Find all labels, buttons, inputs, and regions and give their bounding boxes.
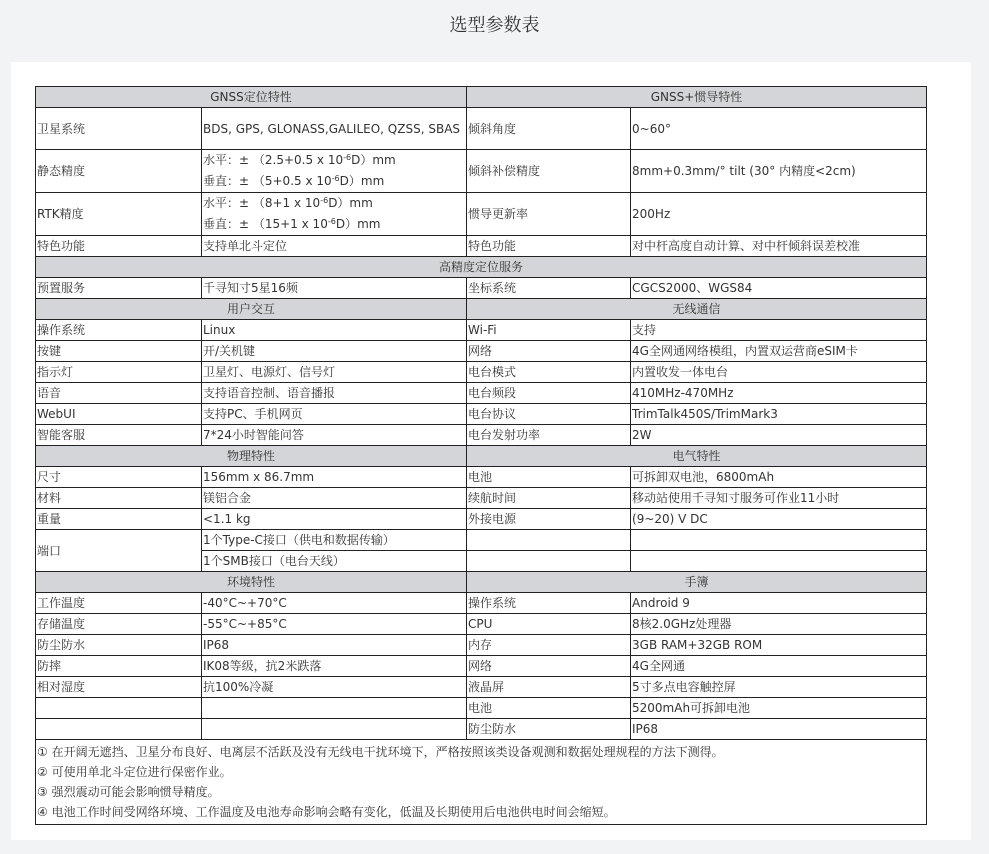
- row-value: 开/关机键: [202, 341, 467, 362]
- row-value: Linux: [202, 320, 467, 341]
- footnote-2: ② 可使用单北斗定位进行保密作业。: [37, 765, 232, 779]
- row-label: 外接电源: [467, 509, 631, 530]
- row-label: Wi-Fi: [467, 320, 631, 341]
- row-value: 抗100%冷凝: [202, 677, 467, 698]
- spec-card: [11, 62, 971, 840]
- row-label: 液晶屏: [467, 677, 631, 698]
- row-label: 重量: [36, 509, 202, 530]
- row-value: 内置收发一体电台: [631, 362, 927, 383]
- row-label: 指示灯: [36, 362, 202, 383]
- section-header-ui: 用户交互: [36, 299, 467, 320]
- row-label: RTK精度: [36, 193, 202, 236]
- row-label: 预置服务: [36, 278, 202, 299]
- row-value: 2W: [631, 425, 927, 446]
- spec-table: [35, 86, 927, 825]
- row-label: 网络: [467, 341, 631, 362]
- row-value: 卫星灯、电源灯、信号灯: [202, 362, 467, 383]
- row-label: 端口: [36, 530, 202, 572]
- section-header-physical: 物理特性: [36, 446, 467, 467]
- row-label: 智能客服: [36, 425, 202, 446]
- row-value: 3GB RAM+32GB ROM: [631, 635, 927, 656]
- row-label: 特色功能: [36, 236, 202, 257]
- row-value: IP68: [631, 719, 927, 740]
- row-label: 电台频段: [467, 383, 631, 404]
- row-value: IP68: [202, 635, 467, 656]
- section-header-hp: 高精度定位服务: [36, 257, 927, 278]
- footnote-3: ③ 强烈震动可能会影响惯导精度。: [37, 785, 220, 799]
- row-label: 续航时间: [467, 488, 631, 509]
- row-label: 操作系统: [467, 593, 631, 614]
- row-value: 可拆卸双电池，6800mAh: [631, 467, 927, 488]
- row-label: 防摔: [36, 656, 202, 677]
- row-value: 4G全网通网络模组，内置双运营商eSIM卡: [631, 341, 927, 362]
- footnote-4: ④ 电池工作时间受网络环境、工作温度及电池寿命影响会略有变化，低温及长期使用后电池供电时间会缩短。: [37, 805, 616, 819]
- page-title: 选型参数表: [449, 15, 540, 36]
- row-value: Android 9: [631, 593, 927, 614]
- row-value: 156mm x 86.7mm: [202, 467, 467, 488]
- row-value: 8核2.0GHz处理器: [631, 614, 927, 635]
- row-label: 电台协议: [467, 404, 631, 425]
- row-label: 材料: [36, 488, 202, 509]
- row-label: 电池: [467, 467, 631, 488]
- row-label: 电池: [467, 698, 631, 719]
- static-accuracy-value: 水平：± （2.5+0.5 x $10^{-6}D)mm$ 垂直：± （5+0.5 x $10^{-6}D)mm$: [202, 150, 467, 193]
- row-label: 网络: [467, 656, 631, 677]
- empty-cell: [467, 551, 631, 572]
- empty-cell: [467, 530, 631, 551]
- row-value: 镁铝合金: [202, 488, 467, 509]
- row-label: 防尘防水: [467, 719, 631, 740]
- row-label: 工作温度: [36, 593, 202, 614]
- section-header-env: 环境特性: [36, 572, 467, 593]
- row-value: 支持PC、手机网页: [202, 404, 467, 425]
- row-label: 倾斜角度: [467, 108, 631, 150]
- row-label: 特色功能: [467, 236, 631, 257]
- row-label: 电台模式: [467, 362, 631, 383]
- section-header-gnss: GNSS定位特性: [36, 87, 467, 108]
- row-label: 操作系统: [36, 320, 202, 341]
- row-value: [202, 698, 467, 719]
- row-value: 千寻知寸5星16频: [202, 278, 467, 299]
- footnote-1: ① 在开阔无遮挡、卫星分布良好、电离层不活跃及没有无线电干扰环境下，严格按照该类设备观测和数据处理规程的方法下测得。: [37, 745, 724, 759]
- row-value: BDS, GPS, GLONASS,GALILEO, QZSS, SBAS: [202, 108, 467, 150]
- row-value: 7*24小时智能问答: [202, 425, 467, 446]
- row-value: 200Hz: [631, 193, 927, 236]
- row-label: 相对湿度: [36, 677, 202, 698]
- row-label: 倾斜补偿精度: [467, 150, 631, 193]
- row-value: 1个Type-C接口（供电和数据传输）: [202, 530, 467, 551]
- row-value: 8mm+0.3mm/° tilt (30° 内精度<2cm): [631, 150, 927, 193]
- row-value: CGCS2000、WGS84: [631, 278, 927, 299]
- row-label: WebUI: [36, 404, 202, 425]
- section-header-ins: GNSS+惯导特性: [467, 87, 927, 108]
- row-label: 静态精度: [36, 150, 202, 193]
- row-label: CPU: [467, 614, 631, 635]
- row-value: 5200mAh可拆卸电池: [631, 698, 927, 719]
- row-label: 尺寸: [36, 467, 202, 488]
- row-value: 410MHz-470MHz: [631, 383, 927, 404]
- row-value: 支持单北斗定位: [202, 236, 467, 257]
- row-value: -40°C~+70°C: [202, 593, 467, 614]
- row-label: 防尘防水: [36, 635, 202, 656]
- row-value: 对中杆高度自动计算、对中杆倾斜误差校准: [631, 236, 927, 257]
- section-header-electrical: 电气特性: [467, 446, 927, 467]
- row-label: [36, 698, 202, 719]
- row-value: IK08等级，抗2米跌落: [202, 656, 467, 677]
- row-label: 卫星系统: [36, 108, 202, 150]
- row-label: 坐标系统: [467, 278, 631, 299]
- row-value: 5寸多点电容触控屏: [631, 677, 927, 698]
- row-label: [36, 719, 202, 740]
- footnotes: [36, 740, 927, 825]
- row-value: (9~20) V DC: [631, 509, 927, 530]
- row-value: 1个SMB接口（电台天线）: [202, 551, 467, 572]
- row-value: <1.1 kg: [202, 509, 467, 530]
- row-label: 内存: [467, 635, 631, 656]
- row-label: 存储温度: [36, 614, 202, 635]
- row-value: TrimTalk450S/TrimMark3: [631, 404, 927, 425]
- row-label: 语音: [36, 383, 202, 404]
- row-value: 0~60°: [631, 108, 927, 150]
- row-value: [202, 719, 467, 740]
- section-header-wireless: 无线通信: [467, 299, 927, 320]
- rtk-accuracy-value: 水平：± （8+1 x $10^{-6}D)mm$ 垂直：± （15+1 x $10^{-6}D)mm$: [202, 193, 467, 236]
- row-value: 4G全网通: [631, 656, 927, 677]
- section-header-handheld: 手簿: [467, 572, 927, 593]
- row-label: 惯导更新率: [467, 193, 631, 236]
- row-value: -55°C~+85°C: [202, 614, 467, 635]
- row-value: 移动站使用千寻知寸服务可作业11小时: [631, 488, 927, 509]
- row-label: 电台发射功率: [467, 425, 631, 446]
- row-label: 按键: [36, 341, 202, 362]
- empty-cell: [631, 551, 927, 572]
- row-value: 支持: [631, 320, 927, 341]
- row-value: 支持语音控制、语音播报: [202, 383, 467, 404]
- empty-cell: [631, 530, 927, 551]
